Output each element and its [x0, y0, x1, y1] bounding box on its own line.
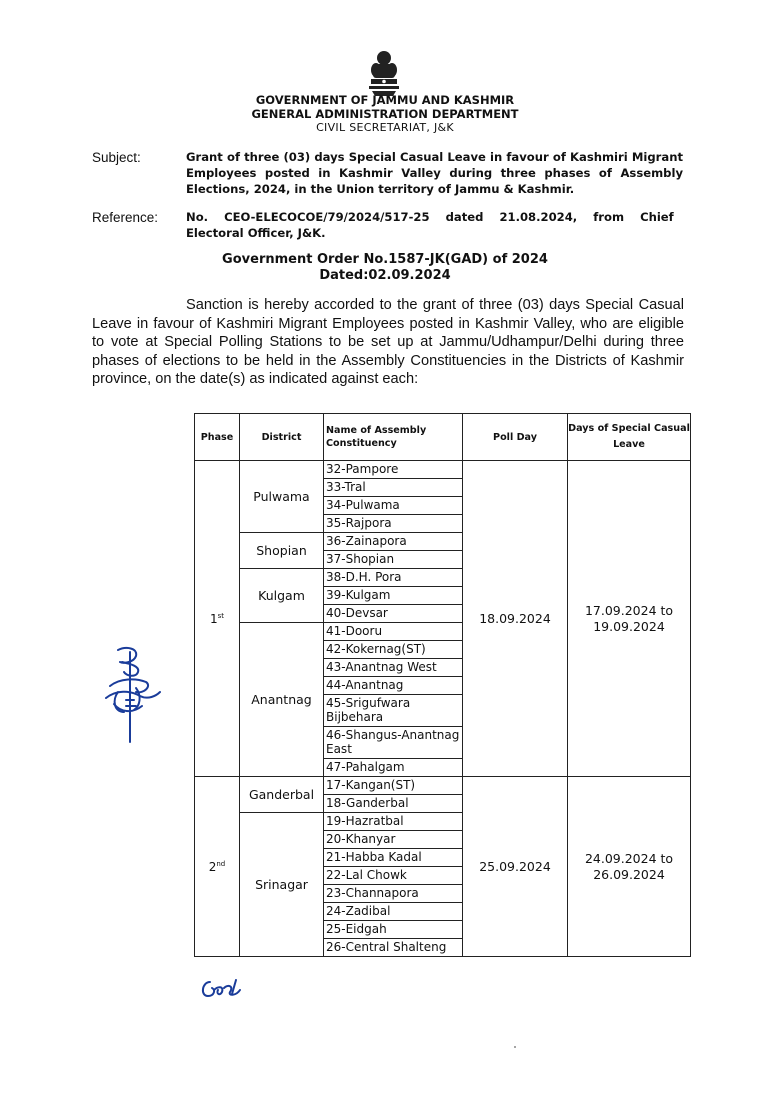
phase-1-number: 1 [209, 611, 218, 626]
order-date: Dated:02.09.2024 [319, 268, 451, 283]
constituency-cell: 36-Zainapora [324, 533, 463, 551]
phase-2-poll-day: 25.09.2024 [463, 777, 568, 957]
header-phase: Phase [195, 414, 240, 461]
constituency-cell: 44-Anantnag [324, 677, 463, 695]
constituency-cell: 43-Anantnag West [324, 659, 463, 677]
government-heading: GOVERNMENT OF JAMMU AND KASHMIR [255, 93, 515, 107]
subject-text: Grant of three (03) days Special Casual Leave in favour of Kashmiri Migrant Employees posted in Kashmir Valley during three phases of Assembly Elections, 2024, in the Union territory of Jammu & Kashmir. [186, 150, 683, 196]
reference-line-2: Electoral Officer, J&K. [186, 226, 326, 240]
constituency-cell: 38-D.H. Pora [324, 569, 463, 587]
constituency-cell: 17-Kangan(ST) [324, 777, 463, 795]
constituency-cell: 18-Ganderbal [324, 795, 463, 813]
constituency-cell: 45-Srigufwara Bijbehara [324, 695, 463, 727]
header-poll-day: Poll Day [463, 414, 568, 461]
constituency-cell: 23-Channapora [324, 885, 463, 903]
initials-icon [196, 974, 244, 1004]
phase-2-cell [195, 777, 240, 957]
phase-2-number: 2 [208, 859, 217, 874]
constituency-cell: 25-Eidgah [324, 921, 463, 939]
reference-line-1: No. CEO-ELECOCOE/79/2024/517-25 dated 21.08.2024, from Chief [186, 210, 674, 224]
table-row [195, 461, 691, 479]
reference-label: Reference: [92, 210, 159, 225]
constituency-cell: 26-Central Shalteng [324, 939, 463, 957]
phase-1-leave-from: 17.09.2024 to [584, 602, 674, 618]
phase-2-leave-days [568, 777, 691, 957]
constituency-cell: 19-Hazratbal [324, 813, 463, 831]
header-leave-days: Days of Special Casual Leave [568, 414, 691, 461]
constituency-cell: 35-Rajpora [324, 515, 463, 533]
district-ganderbal: Ganderbal [240, 777, 324, 813]
body-text: Sanction is hereby accorded to the grant of three (03) days Special Casual Leave in favour of Kashmiri Migrant Employees posted in Kashmir Valley, who are eligible to vote at Special Polling Stations to be set up at Jammu/Udhampur/Delhi during three phases of elections to be held in the Assembly Constituencies in the Districts of Kashmir province, on the date(s) as indicated against each: [92, 297, 684, 387]
scan-speck [514, 1046, 516, 1048]
leave-schedule-table [194, 413, 691, 957]
constituency-cell: 42-Kokernag(ST) [324, 641, 463, 659]
phase-1-leave-to: 19.09.2024 [593, 618, 665, 634]
table-header-row [195, 414, 691, 461]
phase-2-leave-from: 24.09.2024 to [584, 850, 674, 866]
phase-2-suffix: nd [216, 859, 226, 868]
header-district: District [240, 414, 324, 461]
table-row [195, 777, 691, 795]
phase-2-leave-to: 26.09.2024 [593, 866, 665, 882]
constituency-cell: 39-Kulgam [324, 587, 463, 605]
phase-1-suffix: st [217, 611, 225, 620]
body-paragraph [92, 296, 684, 389]
constituency-cell: 34-Pulwama [324, 497, 463, 515]
constituency-cell: 24-Zadibal [324, 903, 463, 921]
constituency-cell: 47-Pahalgam [324, 759, 463, 777]
district-kulgam: Kulgam [240, 569, 324, 623]
phase-1-cell [195, 461, 240, 777]
constituency-cell: 40-Devsar [324, 605, 463, 623]
signature-icon [96, 642, 168, 752]
constituency-cell: 32-Pampore [324, 461, 463, 479]
order-title: Government Order No.1587-JK(GAD) of 2024 [222, 252, 548, 267]
district-anantnag: Anantnag [240, 623, 324, 777]
district-srinagar: Srinagar [240, 813, 324, 957]
district-pulwama: Pulwama [240, 461, 324, 533]
department-heading: GENERAL ADMINISTRATION DEPARTMENT [251, 107, 519, 121]
constituency-cell: 20-Khanyar [324, 831, 463, 849]
constituency-cell: 41-Dooru [324, 623, 463, 641]
reference-text [186, 209, 683, 241]
constituency-cell: 33-Tral [324, 479, 463, 497]
constituency-cell: 21-Habba Kadal [324, 849, 463, 867]
constituency-cell: 46-Shangus-Anantnag East [324, 727, 463, 759]
secretariat-heading: CIVIL SECRETARIAT, J&K [316, 121, 454, 134]
constituency-cell: 37-Shopian [324, 551, 463, 569]
phase-1-leave-days [568, 461, 691, 777]
phase-1-poll-day: 18.09.2024 [463, 461, 568, 777]
header-constituency: Name of Assembly Constituency [324, 414, 463, 461]
constituency-cell: 22-Lal Chowk [324, 867, 463, 885]
district-shopian: Shopian [240, 533, 324, 569]
subject-label: Subject: [92, 150, 141, 165]
